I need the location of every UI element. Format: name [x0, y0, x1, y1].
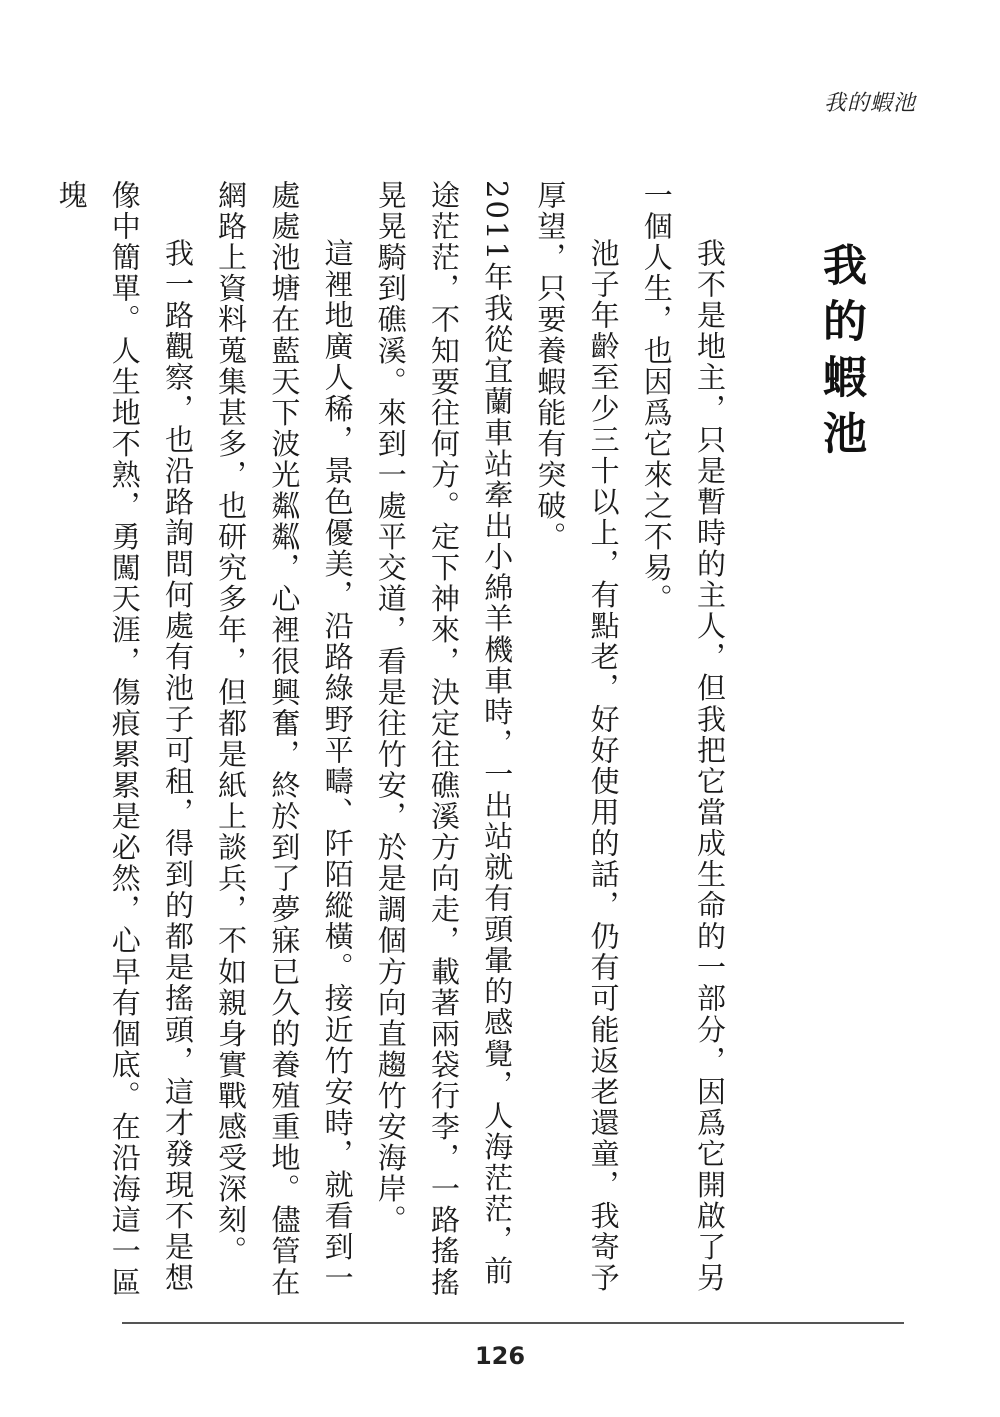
running-header: 我的蝦池 — [823, 91, 916, 116]
paragraph: 我一路觀察，也沿路詢問何處有池子可租，得到的都是搖頭，這才發現不是想像中簡單。人生地不熟，勇闖天涯，傷痕累累是必然，心早有個底。在沿海這一區塊 — [54, 180, 195, 1298]
paragraph: 池子年齡至少三十以上，有點老，好好使用的話，仍有可能返老還童，我寄予厚望，只要養蝦能有突破。 — [533, 180, 621, 1294]
paragraph: 我不是地主，只是暫時的主人，但我把它當成生命的一部分，因爲它開啟了另一個人生，也因爲它來之不易。 — [639, 180, 727, 1294]
chapter-title: 我的蝦池 — [815, 242, 866, 466]
page-number: 126 — [474, 1342, 526, 1370]
footer-rule — [122, 1322, 904, 1324]
body-text — [54, 180, 736, 1315]
paragraph: 這裡地廣人稀，景色優美，沿路綠野平疇、阡陌縱橫。接近竹安時，就看到一處處池塘在藍天下波光粼粼，心裡很興奮，終於到了夢寐已久的養殖重地。儘管在網路上資料蒐集甚多，也研究多年，但都是紙上談兵，不如親身實戰感受深刻。 — [214, 180, 355, 1298]
paragraph: 2011年我從宜蘭車站牽出小綿羊機車時，一出站就有頭暈的感覺，人海茫茫，前途茫茫，不知要往何方。定下神來，決定往礁溪方向走，載著兩袋行李，一路搖搖晃晃騎到礁溪。來到一處平交道，看是往竹安，於是調個方向直趨竹安海岸。 — [373, 180, 515, 1298]
